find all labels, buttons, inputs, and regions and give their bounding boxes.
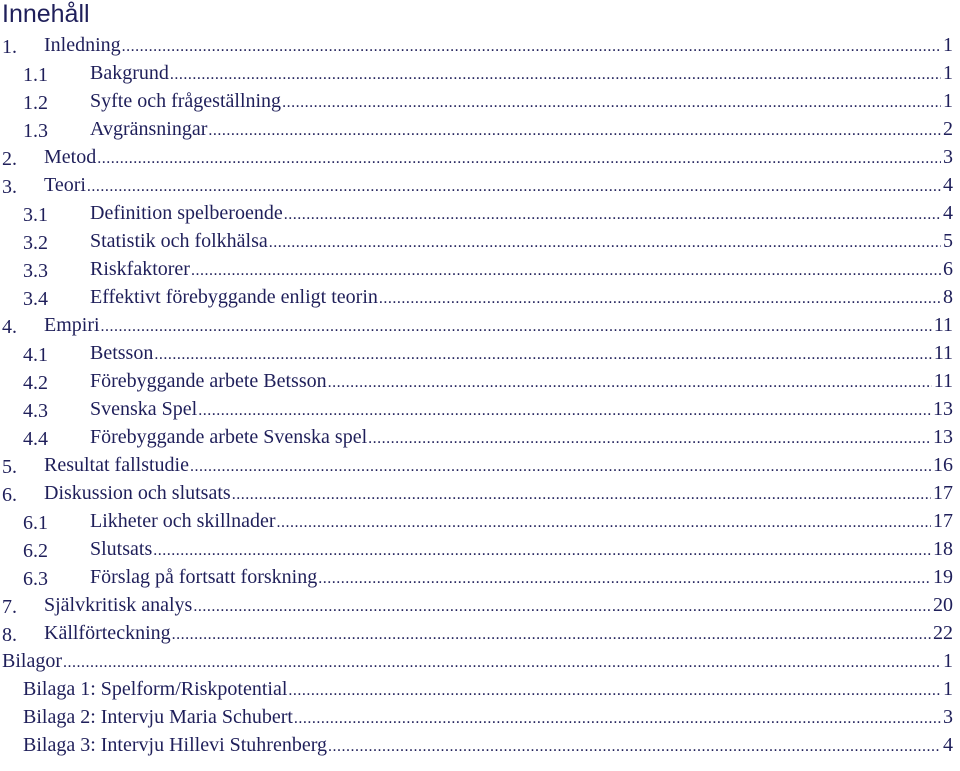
toc-entry-label: Avgränsningar bbox=[90, 118, 208, 140]
toc-entry-body bbox=[2, 649, 953, 675]
dot-leader bbox=[288, 679, 941, 703]
toc-entry-label: Bilaga 3: Intervju Hillevi Stuhrenberg bbox=[23, 734, 328, 756]
toc-entry-page-number: 13 bbox=[933, 426, 953, 448]
dot-leader bbox=[232, 483, 931, 507]
toc-entry-body bbox=[90, 537, 953, 563]
toc-entry-body bbox=[90, 509, 953, 535]
dot-leader bbox=[294, 707, 941, 731]
dot-leader bbox=[328, 735, 941, 759]
toc-entry-page-number: 1 bbox=[943, 34, 953, 56]
toc-entry-label: Effektivt förebyggande enligt teorin bbox=[90, 286, 378, 308]
toc-entry[interactable] bbox=[0, 509, 960, 537]
toc-entry-label: Empiri bbox=[44, 314, 100, 336]
toc-entry[interactable] bbox=[0, 173, 960, 201]
toc-entry-page-number: 4 bbox=[943, 202, 953, 224]
toc-entry-body bbox=[90, 285, 953, 311]
page-title: Innehåll bbox=[2, 0, 90, 28]
toc-entry-body bbox=[90, 369, 953, 395]
dot-leader bbox=[282, 91, 941, 115]
toc-entry-page-number: 18 bbox=[933, 538, 953, 560]
toc-entry-body bbox=[44, 313, 953, 339]
toc-entry-label: Svenska Spel bbox=[90, 398, 198, 420]
toc-entry-body bbox=[90, 425, 953, 451]
toc-entry-page-number: 8 bbox=[943, 286, 953, 308]
toc-entry-label: Bilaga 1: Spelform/Riskpotential bbox=[23, 678, 288, 700]
dot-leader bbox=[193, 595, 931, 619]
toc-entry-body bbox=[90, 89, 953, 115]
toc-entry-page-number: 3 bbox=[943, 146, 953, 168]
toc-entry-number: 7. bbox=[2, 596, 17, 618]
toc-entry[interactable] bbox=[0, 649, 960, 677]
toc-entry-number: 4.1 bbox=[23, 344, 48, 366]
toc-entry-label: Förebyggande arbete Svenska spel bbox=[90, 426, 368, 448]
dot-leader bbox=[269, 231, 941, 255]
toc-entry[interactable] bbox=[0, 565, 960, 593]
dot-leader bbox=[368, 427, 931, 451]
dot-leader bbox=[172, 623, 931, 647]
toc-entry[interactable] bbox=[0, 257, 960, 285]
table-of-contents bbox=[0, 33, 960, 761]
toc-entry-body bbox=[90, 61, 953, 87]
toc-entry-label: Statistik och folkhälsa bbox=[90, 230, 268, 252]
toc-entry-body bbox=[90, 257, 953, 283]
toc-entry-label: Likheter och skillnader bbox=[90, 510, 276, 532]
toc-entry-number: 3.3 bbox=[23, 260, 48, 282]
toc-entry-number: 4.3 bbox=[23, 400, 48, 422]
toc-entry-label: Syfte och frågeställning bbox=[90, 90, 282, 112]
toc-entry[interactable] bbox=[0, 537, 960, 565]
toc-entry-body bbox=[44, 481, 953, 507]
toc-entry-label: Källförteckning bbox=[44, 622, 171, 644]
toc-entry-page-number: 22 bbox=[933, 622, 953, 644]
toc-entry-number: 4.4 bbox=[23, 428, 48, 450]
toc-entry[interactable] bbox=[0, 677, 960, 705]
toc-entry[interactable] bbox=[0, 453, 960, 481]
toc-entry-body bbox=[44, 33, 953, 59]
toc-entry-page-number: 3 bbox=[943, 706, 953, 728]
toc-entry-label: Förslag på fortsatt forskning bbox=[90, 566, 318, 588]
toc-entry-label: Riskfaktorer bbox=[90, 258, 190, 280]
toc-entry-label: Betsson bbox=[90, 342, 154, 364]
dot-leader bbox=[97, 147, 941, 171]
toc-entry-label: Diskussion och slutsats bbox=[44, 482, 231, 504]
toc-entry[interactable] bbox=[0, 145, 960, 173]
toc-entry-page-number: 17 bbox=[933, 510, 953, 532]
toc-entry-page-number: 11 bbox=[933, 342, 953, 364]
dot-leader bbox=[190, 455, 931, 479]
toc-entry-body bbox=[23, 677, 953, 703]
toc-entry-body bbox=[90, 117, 953, 143]
toc-entry-number: 1.3 bbox=[23, 120, 48, 142]
toc-entry-label: Självkritisk analys bbox=[44, 594, 193, 616]
toc-entry-label: Resultat fallstudie bbox=[44, 454, 189, 476]
toc-entry-number: 6.1 bbox=[23, 512, 48, 534]
toc-entry[interactable] bbox=[0, 425, 960, 453]
toc-entry[interactable] bbox=[0, 201, 960, 229]
toc-entry-page-number: 20 bbox=[933, 594, 953, 616]
toc-entry-number: 3.4 bbox=[23, 288, 48, 310]
toc-entry-page-number: 19 bbox=[933, 566, 953, 588]
toc-entry[interactable] bbox=[0, 89, 960, 117]
dot-leader bbox=[170, 63, 941, 87]
toc-entry-number: 5. bbox=[2, 456, 17, 478]
toc-entry-page-number: 2 bbox=[943, 118, 953, 140]
toc-entry-body bbox=[90, 565, 953, 591]
toc-entry-label: Bakgrund bbox=[90, 62, 169, 84]
toc-entry[interactable] bbox=[0, 313, 960, 341]
toc-entry-number: 6.2 bbox=[23, 540, 48, 562]
toc-entry-label: Bilagor bbox=[2, 650, 62, 672]
dot-leader bbox=[87, 175, 941, 199]
toc-entry-number: 6.3 bbox=[23, 568, 48, 590]
toc-entry-label: Bilaga 2: Intervju Maria Schubert bbox=[23, 706, 293, 728]
dot-leader bbox=[318, 567, 931, 591]
toc-entry-number: 8. bbox=[2, 624, 17, 646]
toc-entry-page-number: 4 bbox=[943, 734, 953, 756]
toc-entry-page-number: 1 bbox=[943, 90, 953, 112]
toc-entry[interactable] bbox=[0, 285, 960, 313]
toc-entry[interactable] bbox=[0, 481, 960, 509]
dot-leader bbox=[379, 287, 941, 311]
toc-entry[interactable] bbox=[0, 593, 960, 621]
toc-entry-page-number: 1 bbox=[943, 62, 953, 84]
toc-entry-page-number: 1 bbox=[943, 678, 953, 700]
toc-entry-number: 3. bbox=[2, 176, 17, 198]
toc-entry-page-number: 17 bbox=[933, 482, 953, 504]
toc-entry-number: 3.1 bbox=[23, 204, 48, 226]
toc-entry[interactable] bbox=[0, 733, 960, 761]
toc-entry-page-number: 1 bbox=[943, 650, 953, 672]
toc-entry-page-number: 6 bbox=[943, 258, 953, 280]
dot-leader bbox=[328, 371, 932, 395]
toc-entry-number: 3.2 bbox=[23, 232, 48, 254]
dot-leader bbox=[191, 259, 941, 283]
dot-leader bbox=[153, 539, 931, 563]
toc-entry-body bbox=[44, 593, 953, 619]
toc-entry-label: Slutsats bbox=[90, 538, 153, 560]
dot-leader bbox=[198, 399, 931, 423]
toc-entry-body bbox=[23, 705, 953, 731]
toc-entry-label: Definition spelberoende bbox=[90, 202, 283, 224]
toc-entry-page-number: 4 bbox=[943, 174, 953, 196]
dot-leader bbox=[277, 511, 932, 535]
toc-entry[interactable] bbox=[0, 621, 960, 649]
toc-entry[interactable] bbox=[0, 33, 960, 61]
toc-entry-body bbox=[44, 173, 953, 199]
toc-entry[interactable] bbox=[0, 61, 960, 89]
dot-leader bbox=[154, 343, 931, 367]
dot-leader bbox=[122, 35, 941, 59]
toc-entry-label: Inledning bbox=[44, 34, 121, 56]
toc-entry-body bbox=[90, 201, 953, 227]
toc-entry-body bbox=[44, 145, 953, 171]
toc-entry[interactable] bbox=[0, 369, 960, 397]
toc-entry-number: 2. bbox=[2, 148, 17, 170]
toc-entry[interactable] bbox=[0, 341, 960, 369]
toc-entry-label: Förebyggande arbete Betsson bbox=[90, 370, 327, 392]
toc-entry-page-number: 5 bbox=[943, 230, 953, 252]
toc-entry-body bbox=[23, 733, 953, 759]
dot-leader bbox=[208, 119, 941, 143]
toc-entry-page-number: 16 bbox=[933, 454, 953, 476]
toc-entry-number: 1.1 bbox=[23, 64, 48, 86]
toc-entry-body bbox=[44, 453, 953, 479]
toc-entry[interactable] bbox=[0, 397, 960, 425]
toc-entry[interactable] bbox=[0, 117, 960, 145]
toc-entry-page-number: 11 bbox=[933, 370, 953, 392]
toc-entry-number: 1.2 bbox=[23, 92, 48, 114]
toc-entry-body bbox=[90, 341, 953, 367]
dot-leader bbox=[284, 203, 941, 227]
toc-entry-number: 4. bbox=[2, 316, 17, 338]
toc-entry[interactable] bbox=[0, 705, 960, 733]
toc-entry[interactable] bbox=[0, 229, 960, 257]
toc-entry-body bbox=[90, 229, 953, 255]
toc-entry-label: Metod bbox=[44, 146, 97, 168]
toc-entry-label: Teori bbox=[44, 174, 86, 196]
toc-entry-number: 6. bbox=[2, 484, 17, 506]
dot-leader bbox=[63, 651, 941, 675]
toc-entry-number: 4.2 bbox=[23, 372, 48, 394]
toc-entry-number: 1. bbox=[2, 36, 17, 58]
toc-entry-page-number: 13 bbox=[933, 398, 953, 420]
toc-entry-body bbox=[44, 621, 953, 647]
toc-entry-page-number: 11 bbox=[933, 314, 953, 336]
toc-entry-body bbox=[90, 397, 953, 423]
dot-leader bbox=[101, 315, 932, 339]
